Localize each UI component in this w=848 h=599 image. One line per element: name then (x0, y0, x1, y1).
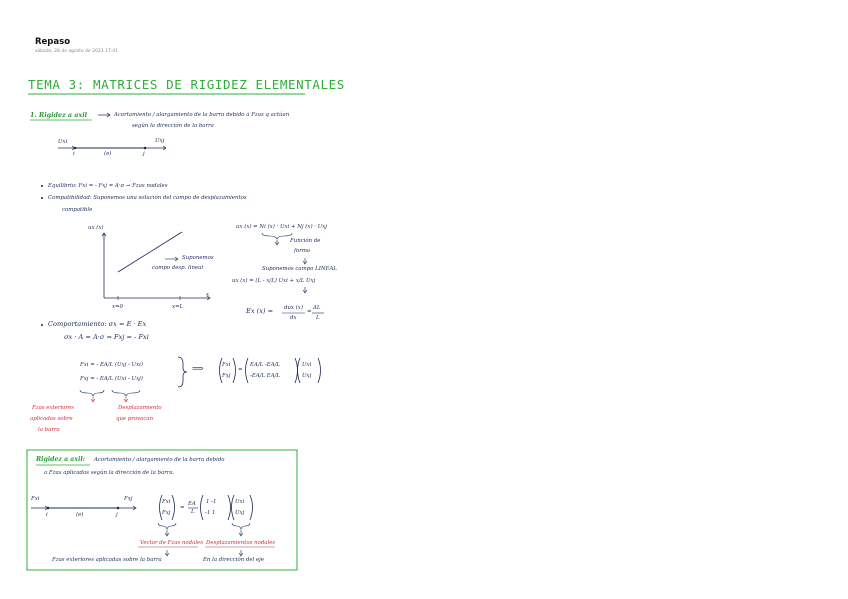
red-note-desp-2: que provocan (116, 416, 154, 422)
red-note-fzas-3: la barra (38, 427, 60, 433)
box-vec2: Uxj (235, 510, 245, 516)
box-heading: Rigidez a axil: (36, 456, 85, 463)
eq-strain-rden: L (316, 315, 320, 321)
box-line1: Acortamiento / alargamiento de la barra debido (94, 457, 225, 463)
brace (178, 357, 187, 387)
diagram-node-j: j (143, 151, 145, 157)
mat-row1: EA/L -EA/L (250, 362, 280, 368)
box-mat-lhs2: Fxj (162, 510, 171, 516)
equilibrio-line: Equilibrio: Fxi = - Fxj = A·σ → Fzas nodales (48, 183, 168, 189)
mat-vec1: Uxi (302, 362, 312, 368)
box-k-row2: -1 1 (205, 510, 216, 516)
box-mat-lhs1: Fxi (162, 499, 171, 505)
graph-x0: x=0 (112, 304, 123, 310)
box-k-row1: 1 -1 (206, 499, 217, 505)
funcion-forma1: Función de (290, 238, 321, 244)
box-node-i: i (46, 512, 48, 518)
box-bottom-left: Fzas exteriores aplicadas sobre la barra (52, 557, 162, 563)
comportamiento-line1: Comportamiento: σx = E · Ex (48, 320, 147, 328)
eq-fxj: Fxj = - EA/L (Uxi - Uxj) (80, 376, 143, 382)
compatibilidad-line1: Compatibilidad: Suponemos una solución del campo de desplazamientos (48, 195, 247, 201)
box-bottom-right: En la dirección del eje (203, 557, 265, 563)
diagram-uxi: Uxi (58, 139, 68, 145)
box-l: L (191, 509, 195, 515)
box-node-j: j (116, 512, 118, 518)
eq-strain-lhs: Ex (x) = (246, 307, 274, 315)
eq-strain-den: dx (290, 315, 297, 321)
page-title: Repaso (35, 37, 71, 47)
campo-lineal: Suponemos campo LINEAL (262, 266, 337, 272)
section-title: TEMA 3: MATRICES DE RIGIDEZ ELEMENTALES (28, 77, 345, 92)
diagram-node-i: i (73, 151, 75, 157)
box-fxj: Fxj (124, 496, 133, 502)
section1-desc-line2: según la dirección de la barra (132, 123, 214, 129)
section1-desc-line1: Acortamiento / alargamiento de la barra debido a Fzas q actúan (114, 112, 290, 118)
eq-strain-equals: = (307, 309, 312, 315)
page-date: sábado, 28 de agosto de 2021 17:41 (35, 49, 118, 54)
eq-strain-num: dux (x) (284, 305, 303, 311)
graph-ylabel: ux (x) (88, 225, 104, 231)
graph-xL: x=L (172, 304, 184, 310)
compatibilidad-line2: compatible (62, 207, 93, 213)
red-note-fzas-1: Fzas exteriores (32, 405, 74, 411)
comportamiento-line2: σx · A = A·σ = Fxj = - Fxi (64, 333, 149, 341)
mat-row2: -EA/L EA/L (250, 373, 280, 379)
red-note-fzas-2: aplicadas sobre (30, 416, 73, 422)
eq-ux-shape: ux (x) = Ni (x) · Uxi + Nj (x) · Uxj (236, 224, 327, 230)
mat-vec2: Uxj (302, 373, 312, 379)
eq-strain-rnum: ΔL (313, 305, 321, 311)
eq-fxi: Fxi = - EA/L (Uxj - Uxi) (80, 362, 143, 368)
diagram-element: (e) (104, 151, 112, 157)
box-vec1: Uxi (235, 499, 245, 505)
box-ea: EA (188, 501, 196, 507)
box-element: (e) (76, 512, 84, 518)
section1-heading: 1. Rigidez a axil (30, 111, 88, 119)
mat-equals: = (238, 367, 243, 373)
box-red-fzas-nodales: Vector de Fzas nodales (140, 540, 203, 546)
mat-lhs2: Fxj (222, 373, 231, 379)
graph-note1: Suponemos (182, 255, 214, 261)
box-red-desp-nodales: Desplazamientos nodales (206, 540, 276, 546)
diagram-uxj: Uxj (155, 138, 165, 144)
graph-xlabel: x (206, 292, 210, 298)
red-note-desp-1: Desplazamiento (118, 405, 162, 411)
mat-lhs1: Fxi (222, 362, 231, 368)
box-line2: a Fzas aplicadas según la dirección de la barra. (44, 470, 175, 476)
graph-note2: campo desp. lineal (152, 265, 204, 271)
implies-arrow: ⟹ (192, 364, 204, 373)
eq-ux-linear: ux (x) = (L - x/L) Uxi + x/L Uxj (232, 278, 316, 284)
box-fxi: Fxi (31, 496, 40, 502)
box-mat-equals: = (180, 505, 185, 511)
funcion-forma2: forma (294, 248, 311, 254)
